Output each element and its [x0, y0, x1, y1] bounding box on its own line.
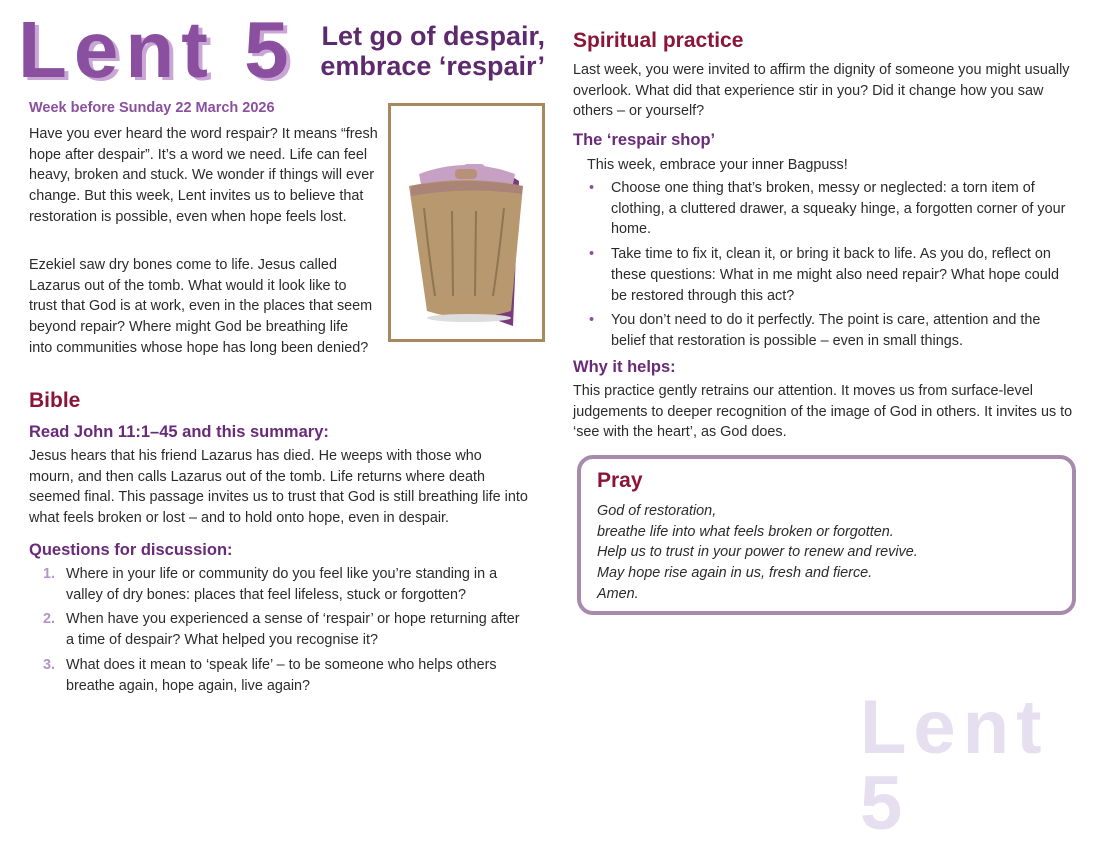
practice-heading: Spiritual practice [573, 29, 744, 52]
bullet-icon: • [589, 246, 595, 263]
prayer-line: breathe life into what feels broken or forgotten. [597, 523, 894, 540]
page-subtitle [300, 21, 545, 81]
practice-intro: Last week, you were invited to affirm the dignity of someone you might usually overlook. What did that experience stir in you? Did it change how you saw others – or yourself? [573, 62, 1070, 120]
bullet-text: Take time to fix it, clean it, or bring it back to life. As you do, reflect on these questions: What in me might also need repair? What hope could be restored through this act? [611, 246, 1059, 304]
bin-image-frame [388, 103, 545, 342]
intro-paragraph: Have you ever heard the word respair? It means “fresh hope after despair”. It’s a word we need. Life can feel heavy, broken and stuck. We wonder if things will ever change. But this week, Lent invites us to believe that restoration is possible, even when hope feels lost. [29, 126, 378, 225]
intro-paragraph-2: Ezekiel saw dry bones come to life. Jesus called Lazarus out of the tomb. What would it look like to trust that God is at work, even in the places that seem beyond repair? Where might God be breathing life into communities whose hope has long been denied? [29, 257, 373, 356]
bible-summary: Jesus hears that his friend Lazarus has died. He weeps with those who mourn, and then calls Lazarus out of the tomb. Life returns where death seemed final. This passage invites us to trust that God is still breathing life into what feels broken or lost – and to hold onto hope, even in despair. [29, 448, 528, 527]
respair-shop-intro: This week, embrace your inner Bagpuss! [587, 157, 848, 173]
prayer-line: God of restoration, [597, 503, 717, 519]
bible-heading: Bible [29, 389, 81, 412]
bullet-icon: • [589, 180, 595, 196]
question-text: Where in your life or community do you feel like you’re standing in a valley of dry bones: places that feel lifeless, stuck or forgotten? [66, 566, 498, 603]
week-date: Week before Sunday 22 March 2026 [29, 100, 275, 116]
prayer-line: Help us to trust in your power to renew and revive. [597, 544, 918, 561]
subtitle-line: Let go of despair, [321, 21, 545, 51]
question-number: 1. [43, 566, 56, 582]
subtitle-line: embrace ‘respair’ [320, 51, 545, 81]
respair-shop-heading: The ‘respair shop’ [573, 131, 716, 149]
question-number: 3. [43, 656, 56, 673]
question-text: When have you experienced a sense of ‘respair’ or hope returning after a time of despair? What helped you recognise it? [66, 611, 520, 649]
bullet-item [573, 310, 1075, 351]
question-number: 2. [43, 611, 56, 628]
rubbish-bin-icon [391, 106, 542, 339]
questions-list [29, 564, 529, 700]
bullet-icon: • [589, 312, 595, 329]
prayer-line: Amen. [597, 585, 639, 602]
why-text: This practice gently retrains our attention. It moves us from surface-level judgements to deeper recognition of the image of God in others. It invites us to ‘see with the heart’, as God does. [573, 383, 1073, 441]
bullet-text: Choose one thing that’s broken, messy or neglected: a torn item of clothing, a cluttered drawer, a squeaky hinge, a forgotten corner of your home. [611, 180, 1066, 238]
watermark: Lent 5 [860, 685, 1049, 846]
questions-heading: Questions for discussion: [29, 541, 233, 559]
question-item [29, 609, 529, 650]
practice-bullets [573, 178, 1075, 356]
question-item [29, 655, 529, 696]
page-title: Lent 5 [18, 5, 296, 94]
prayer-box [577, 455, 1076, 615]
prayer-line: May hope rise again in us, fresh and fierce. [597, 565, 873, 582]
bullet-item [573, 244, 1075, 306]
why-heading: Why it helps: [573, 358, 676, 376]
bible-subheading: Read John 11:1–45 and this summary: [29, 423, 329, 441]
prayer-heading: Pray [597, 469, 643, 492]
question-text: What does it mean to ‘speak life’ – to be someone who helps others breathe again, hope again, live again? [66, 656, 497, 694]
question-item [29, 564, 529, 605]
bullet-text: You don’t need to do it perfectly. The point is care, attention and the belief that restoration is possible – even in small things. [611, 312, 1041, 349]
bullet-item [573, 178, 1075, 240]
